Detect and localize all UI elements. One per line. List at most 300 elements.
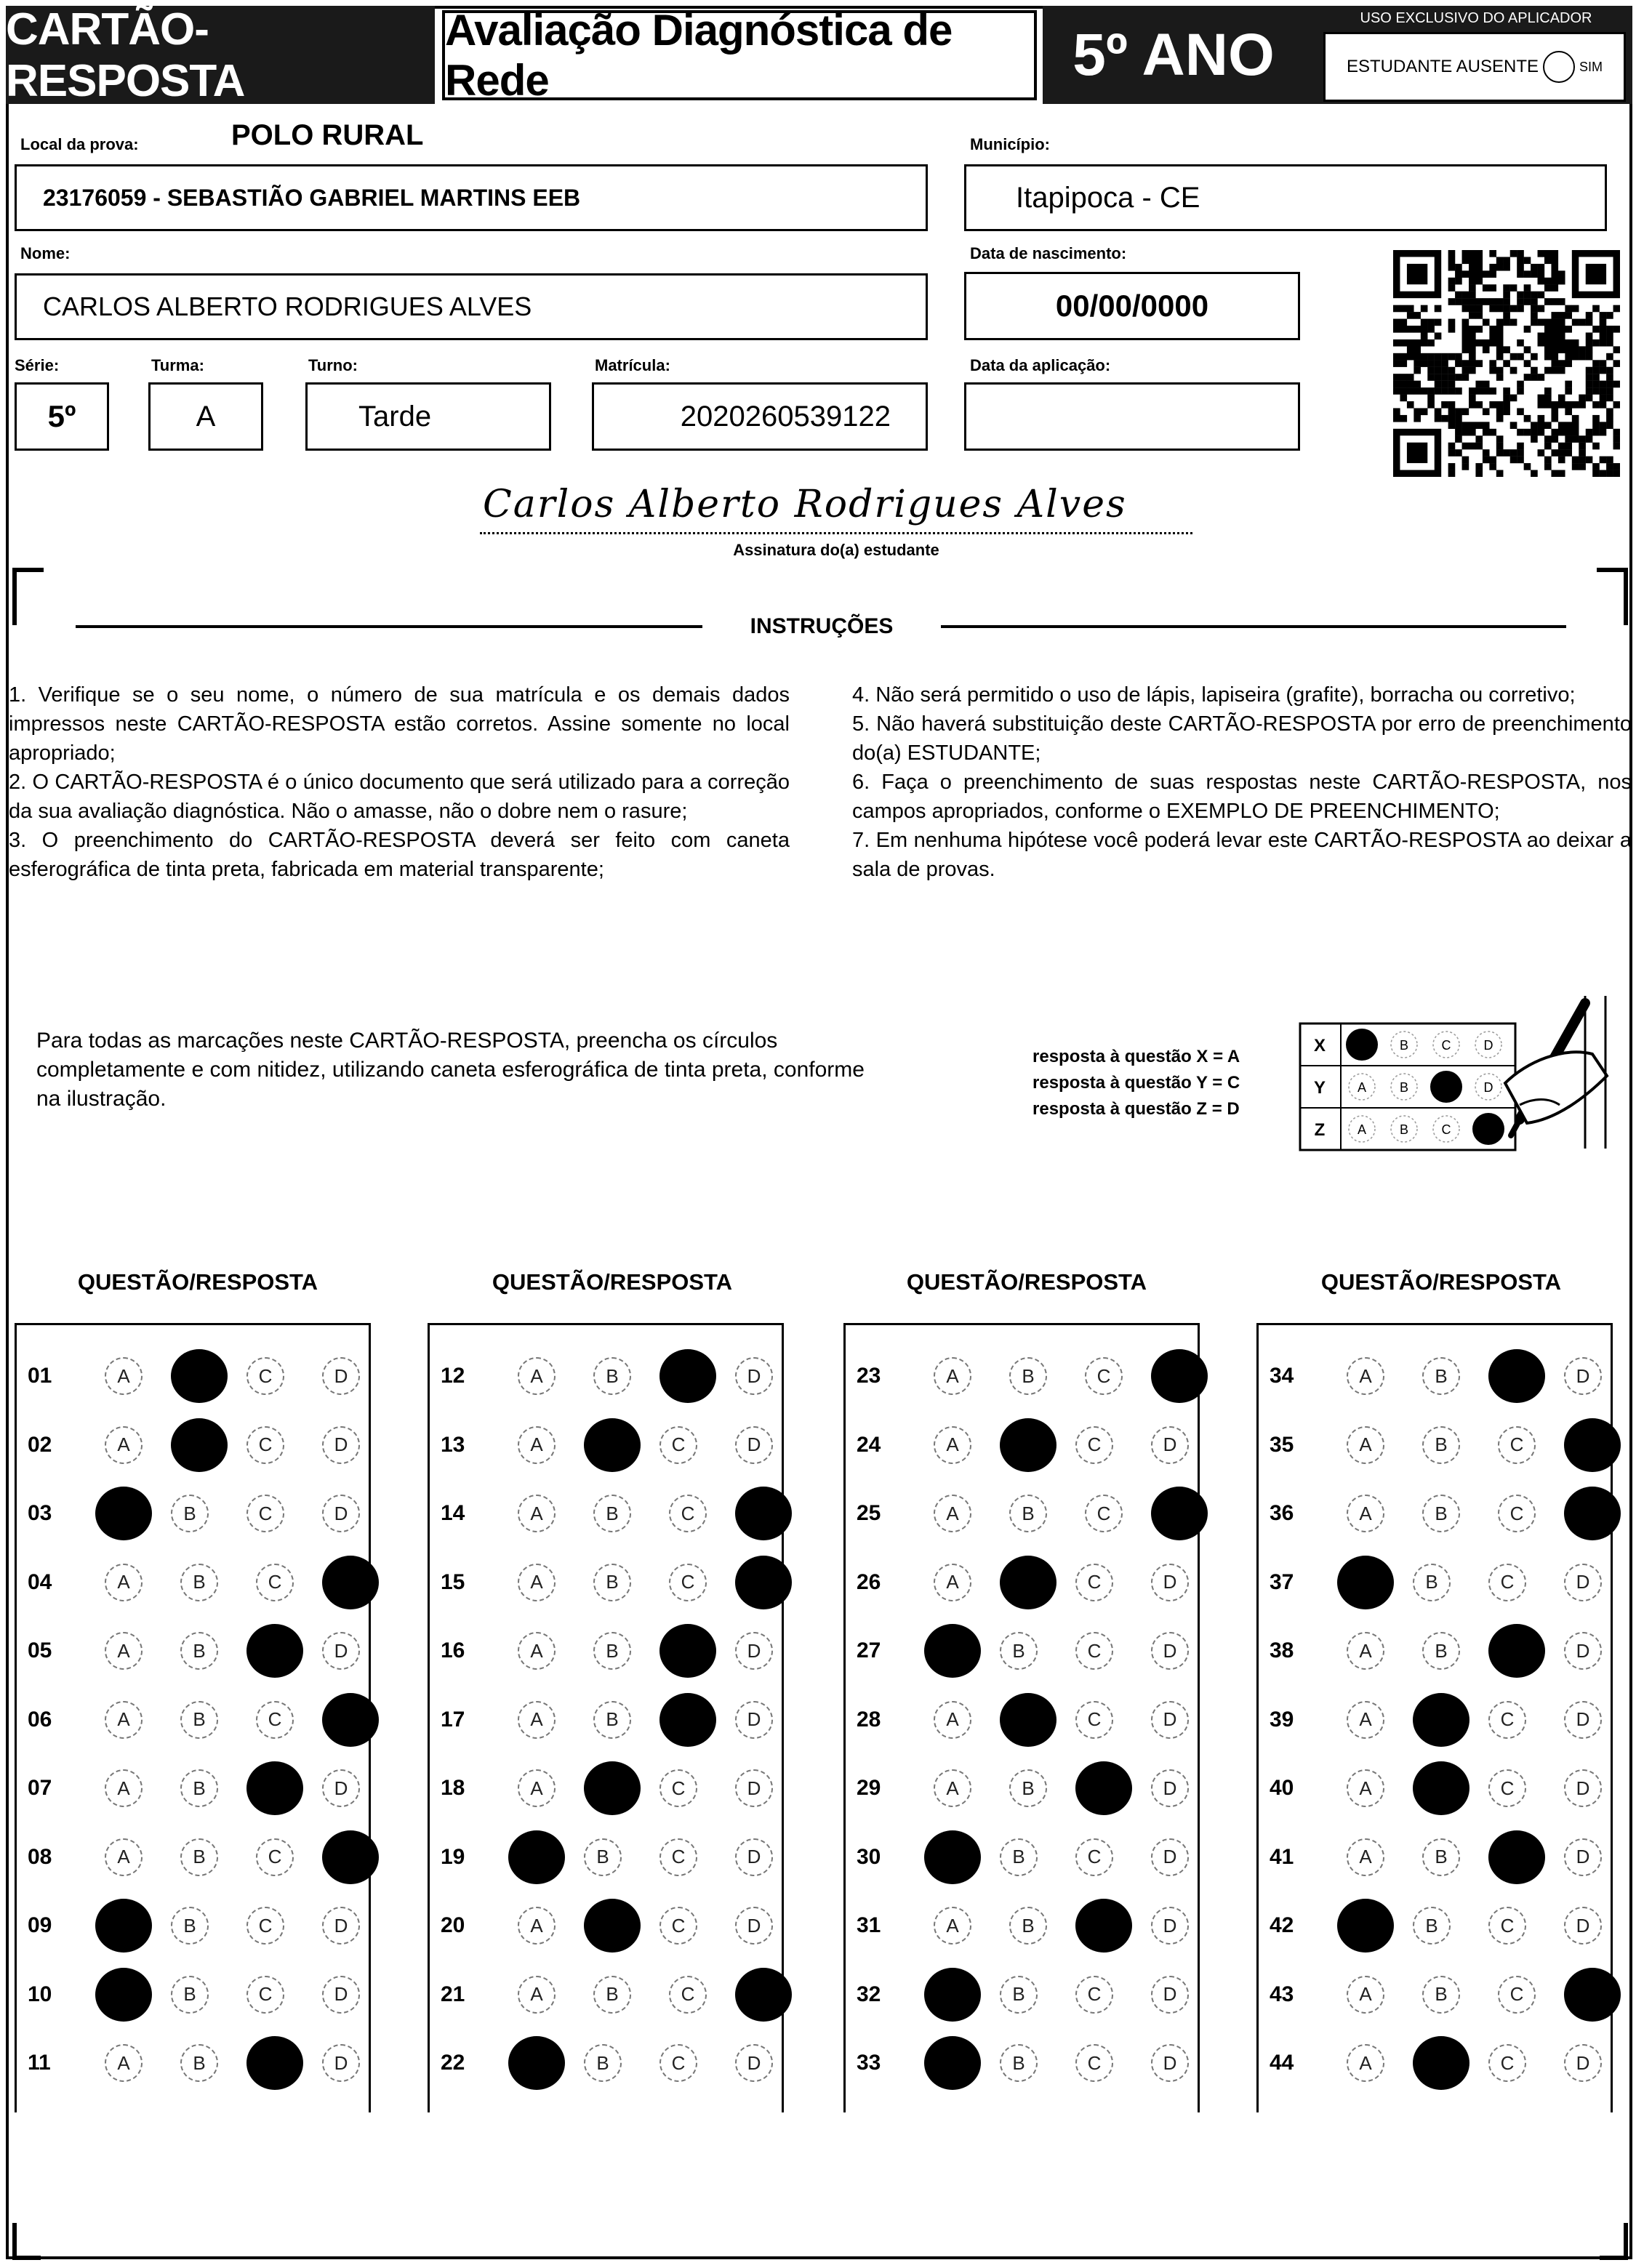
- question-row: [1262, 1625, 1640, 1676]
- absent-bubble[interactable]: [1543, 51, 1575, 83]
- answer-bubble-marked[interactable]: C: [1488, 1624, 1545, 1678]
- answer-bubble-marked[interactable]: C: [246, 2036, 303, 2090]
- qr-module: [1496, 408, 1504, 415]
- answer-bubble[interactable]: C: [246, 1976, 284, 2014]
- qr-module: [1475, 463, 1483, 470]
- question-row: [20, 1694, 398, 1745]
- qr-module: [1586, 387, 1593, 395]
- answer-bubble-marked[interactable]: C: [1075, 1899, 1132, 1953]
- answer-bubble[interactable]: B: [1000, 1976, 1038, 2014]
- answer-bubble[interactable]: B: [180, 1701, 218, 1739]
- nome-label: Nome:: [20, 244, 71, 262]
- answer-bubble[interactable]: D: [322, 1632, 360, 1670]
- qr-module: [1427, 367, 1435, 374]
- answer-bubble[interactable]: D: [1151, 1907, 1189, 1945]
- nome-value: CARLOS ALBERTO RODRIGUES ALVES: [43, 291, 532, 321]
- answer-bubble[interactable]: B: [180, 1632, 218, 1670]
- qr-module: [1531, 291, 1538, 299]
- answer-bubble[interactable]: C: [1085, 1495, 1123, 1532]
- answer-bubble[interactable]: A: [105, 1769, 143, 1807]
- answer-bubble[interactable]: C: [659, 1426, 697, 1464]
- qr-module: [1538, 319, 1545, 326]
- answer-bubble[interactable]: C: [1488, 1907, 1526, 1945]
- answer-bubble[interactable]: D: [1151, 1632, 1189, 1670]
- answer-bubble[interactable]: A: [1347, 1632, 1384, 1670]
- qr-module: [1600, 401, 1607, 409]
- qr-module: [1572, 435, 1579, 443]
- answer-bubble[interactable]: D: [735, 1769, 773, 1807]
- answer-bubble[interactable]: D: [1564, 1769, 1602, 1807]
- answer-bubble-marked[interactable]: D: [735, 1968, 792, 2022]
- answer-bubble[interactable]: C: [1075, 2044, 1113, 2082]
- qr-module: [1572, 429, 1579, 436]
- answer-bubble[interactable]: C: [659, 1838, 697, 1876]
- answer-bubble[interactable]: C: [659, 1907, 697, 1945]
- answer-bubble-marked[interactable]: D: [1151, 1487, 1208, 1540]
- answer-bubble[interactable]: C: [1075, 1838, 1113, 1876]
- qr-module: [1489, 298, 1496, 305]
- answer-bubble-marked[interactable]: B: [1413, 1693, 1469, 1747]
- qr-module: [1517, 457, 1524, 464]
- answer-bubble[interactable]: B: [171, 1495, 209, 1532]
- qr-module: [1510, 319, 1517, 326]
- answer-bubble[interactable]: D: [1151, 1769, 1189, 1807]
- answer-bubble[interactable]: C: [1085, 1357, 1123, 1395]
- question-row: [849, 1832, 1227, 1883]
- answer-bubble[interactable]: B: [593, 1632, 631, 1670]
- answer-bubble[interactable]: D: [1564, 2044, 1602, 2082]
- instructions-title: INSTRUÇÕES: [750, 614, 894, 638]
- answer-bubble[interactable]: B: [1009, 1357, 1047, 1395]
- answer-bubble[interactable]: A: [934, 1769, 971, 1807]
- qr-module: [1503, 346, 1510, 353]
- qr-module: [1503, 298, 1510, 305]
- answer-bubble[interactable]: B: [180, 1769, 218, 1807]
- answer-bubble[interactable]: C: [1488, 2044, 1526, 2082]
- qr-module: [1592, 387, 1600, 395]
- question-number: 31: [857, 1913, 881, 1937]
- qr-module: [1462, 270, 1469, 278]
- qr-module: [1558, 332, 1565, 339]
- qr-module: [1600, 457, 1607, 464]
- matricula-label: Matrícula:: [595, 356, 670, 374]
- answer-bubble-marked[interactable]: A: [924, 1830, 981, 1884]
- qr-module: [1503, 312, 1510, 319]
- answer-bubble[interactable]: C: [256, 1701, 294, 1739]
- answer-bubble[interactable]: C: [1498, 1426, 1536, 1464]
- answer-bubble[interactable]: C: [669, 1564, 707, 1601]
- qr-module: [1469, 312, 1476, 319]
- question-row: [20, 1420, 398, 1471]
- answer-bubble-marked[interactable]: C: [246, 1761, 303, 1815]
- answer-bubble[interactable]: A: [934, 1564, 971, 1601]
- answer-bubble[interactable]: B: [1422, 1838, 1460, 1876]
- signature-line: [480, 532, 1192, 534]
- answer-bubble-marked[interactable]: B: [1413, 1761, 1469, 1815]
- answer-bubble-marked[interactable]: C: [246, 1624, 303, 1678]
- answer-bubble[interactable]: A: [1347, 1495, 1384, 1532]
- qr-module: [1538, 415, 1545, 422]
- question-row: [20, 1488, 398, 1539]
- qr-module: [1544, 353, 1552, 361]
- answer-bubble[interactable]: A: [934, 1495, 971, 1532]
- answer-bubble[interactable]: D: [1564, 1907, 1602, 1945]
- answer-bubble[interactable]: B: [584, 1838, 622, 1876]
- question-number: 11: [28, 2051, 51, 2075]
- qr-module: [1489, 387, 1496, 395]
- qr-module: [1586, 457, 1593, 464]
- qr-module: [1606, 470, 1613, 477]
- question-number: 44: [1270, 2051, 1294, 2075]
- answer-bubble-marked[interactable]: A: [1337, 1556, 1394, 1609]
- answer-bubble[interactable]: A: [934, 1701, 971, 1739]
- qr-module: [1510, 395, 1517, 402]
- qr-module: [1475, 257, 1483, 264]
- qr-module: [1613, 326, 1620, 333]
- answer-bubble[interactable]: D: [322, 1357, 360, 1395]
- applicator-label: USO EXCLUSIVO DO APLICADOR: [1360, 10, 1592, 26]
- answer-bubble-marked[interactable]: A: [95, 1968, 152, 2022]
- qr-module: [1524, 415, 1531, 422]
- answer-bubble[interactable]: A: [1347, 1426, 1384, 1464]
- instruction-item: 4. Não será permitido o uso de lápis, lapiseira (grafite), borracha ou corretivo;: [852, 683, 1576, 707]
- qr-module: [1496, 353, 1504, 361]
- answer-bubble-marked[interactable]: C: [659, 1349, 716, 1403]
- answer-bubble[interactable]: C: [256, 1564, 294, 1601]
- answer-bubble[interactable]: C: [246, 1426, 284, 1464]
- answer-bubble[interactable]: A: [518, 1357, 556, 1395]
- answer-bubble-marked[interactable]: B: [171, 1349, 228, 1403]
- fill-note: Para todas as marcações neste CARTÃO-RESPOSTA, preencha os círculos completamente e com nitidez, utilizando caneta esferográfica de tinta preta, conforme na ilustração.: [36, 1029, 865, 1111]
- answer-bubble-marked[interactable]: A: [924, 1968, 981, 2022]
- answer-bubble[interactable]: A: [105, 1838, 143, 1876]
- answer-bubble[interactable]: A: [518, 1976, 556, 2014]
- qr-module: [1572, 339, 1579, 347]
- answer-bubble[interactable]: A: [1347, 1769, 1384, 1807]
- qr-module: [1551, 319, 1558, 326]
- answer-bubble[interactable]: A: [105, 1632, 143, 1670]
- answer-bubble-marked[interactable]: B: [584, 1761, 641, 1815]
- answer-bubble-marked[interactable]: C: [1488, 1349, 1545, 1403]
- answer-bubble-marked[interactable]: C: [659, 1624, 716, 1678]
- answer-bubble[interactable]: D: [735, 1632, 773, 1670]
- question-row: [849, 1488, 1227, 1539]
- answer-bubble[interactable]: B: [1422, 1632, 1460, 1670]
- answer-bubble-marked[interactable]: D: [1564, 1418, 1621, 1472]
- qr-module: [1435, 367, 1442, 374]
- qr-module: [1579, 449, 1586, 457]
- answer-bubble[interactable]: A: [518, 1564, 556, 1601]
- answer-bubble[interactable]: D: [322, 1976, 360, 2014]
- question-row: [433, 1832, 811, 1883]
- answer-bubble[interactable]: B: [1009, 1907, 1047, 1945]
- answer-bubble-marked[interactable]: D: [322, 1556, 379, 1609]
- answer-bubble[interactable]: B: [1009, 1769, 1047, 1807]
- answer-bubble[interactable]: A: [518, 1701, 556, 1739]
- answer-bubble[interactable]: C: [1075, 1976, 1113, 2014]
- qr-module: [1551, 360, 1558, 367]
- qr-module: [1510, 449, 1517, 457]
- answer-bubble[interactable]: A: [518, 1632, 556, 1670]
- qr-module: [1606, 457, 1613, 464]
- example-bubble-marked: [1430, 1071, 1462, 1103]
- answer-bubble[interactable]: D: [1151, 1976, 1189, 2014]
- qr-module: [1503, 408, 1510, 415]
- answer-bubble-marked[interactable]: A: [1337, 1899, 1394, 1953]
- answer-bubble[interactable]: A: [934, 1426, 971, 1464]
- answer-bubble[interactable]: C: [256, 1838, 294, 1876]
- answer-bubble-marked[interactable]: D: [322, 1830, 379, 1884]
- answer-bubble[interactable]: D: [322, 1426, 360, 1464]
- question-row: [20, 1969, 398, 2020]
- answer-bubble[interactable]: D: [1151, 1426, 1189, 1464]
- qr-module: [1448, 401, 1456, 409]
- qr-module: [1469, 284, 1476, 291]
- qr-module: [1592, 429, 1600, 436]
- qr-module: [1496, 367, 1504, 374]
- answer-bubble[interactable]: D: [1564, 1357, 1602, 1395]
- answer-bubble[interactable]: C: [1075, 1426, 1113, 1464]
- answer-bubble[interactable]: A: [518, 1426, 556, 1464]
- qr-module: [1475, 298, 1483, 305]
- answer-bubble[interactable]: B: [593, 1564, 631, 1601]
- qr-module: [1435, 408, 1442, 415]
- answer-bubble-marked[interactable]: C: [1075, 1761, 1132, 1815]
- answer-bubble[interactable]: A: [518, 1907, 556, 1945]
- answer-bubble[interactable]: C: [1075, 1564, 1113, 1601]
- answer-bubble[interactable]: B: [1000, 1838, 1038, 1876]
- question-number: 04: [28, 1569, 52, 1594]
- answer-bubble[interactable]: D: [322, 2044, 360, 2082]
- qr-module: [1448, 470, 1456, 477]
- answer-bubble[interactable]: A: [1347, 1838, 1384, 1876]
- answer-bubble[interactable]: C: [246, 1357, 284, 1395]
- answer-bubble[interactable]: D: [735, 1838, 773, 1876]
- answer-bubble[interactable]: D: [322, 1769, 360, 1807]
- qr-module: [1517, 429, 1524, 436]
- answer-bubble[interactable]: A: [934, 1907, 971, 1945]
- qr-module: [1538, 429, 1545, 436]
- qr-module: [1475, 264, 1483, 271]
- qr-module: [1517, 305, 1524, 313]
- answer-bubble[interactable]: A: [105, 1357, 143, 1395]
- answer-bubble[interactable]: B: [1413, 1907, 1451, 1945]
- answer-bubble[interactable]: C: [669, 1495, 707, 1532]
- answer-bubble[interactable]: A: [105, 1564, 143, 1601]
- answer-bubble[interactable]: D: [1564, 1701, 1602, 1739]
- qr-module: [1455, 422, 1462, 429]
- answer-bubble-marked[interactable]: B: [1413, 2036, 1469, 2090]
- answer-bubble[interactable]: D: [1564, 1564, 1602, 1601]
- answer-bubble[interactable]: C: [1498, 1495, 1536, 1532]
- qr-module: [1462, 326, 1469, 333]
- answer-bubble[interactable]: B: [1413, 1564, 1451, 1601]
- answer-bubble[interactable]: A: [105, 1426, 143, 1464]
- answer-bubble[interactable]: D: [322, 1495, 360, 1532]
- answer-bubble[interactable]: B: [180, 2044, 218, 2082]
- qr-module: [1606, 367, 1613, 374]
- answer-bubble[interactable]: B: [1422, 1357, 1460, 1395]
- qr-module: [1462, 429, 1469, 436]
- answer-bubble[interactable]: A: [1347, 1357, 1384, 1395]
- answer-bubble[interactable]: C: [1498, 1976, 1536, 2014]
- answer-bubble-marked[interactable]: B: [584, 1899, 641, 1953]
- answer-bubble-marked[interactable]: A: [95, 1487, 152, 1540]
- answer-bubble[interactable]: C: [659, 2044, 697, 2082]
- answer-bubble[interactable]: D: [1151, 1838, 1189, 1876]
- answer-bubble[interactable]: B: [1422, 1495, 1460, 1532]
- answer-bubble[interactable]: D: [735, 1426, 773, 1464]
- qr-module: [1475, 305, 1483, 313]
- answer-bubble[interactable]: B: [593, 1357, 631, 1395]
- answer-bubble[interactable]: B: [171, 1976, 209, 2014]
- qr-module: [1600, 339, 1607, 347]
- question-number: 01: [28, 1364, 52, 1388]
- answer-bubble-marked[interactable]: A: [924, 2036, 981, 2090]
- answer-bubble-marked[interactable]: A: [508, 2036, 565, 2090]
- answer-bubble-marked[interactable]: B: [1000, 1556, 1056, 1609]
- answer-bubble[interactable]: B: [593, 1976, 631, 2014]
- answer-bubble[interactable]: D: [1151, 1701, 1189, 1739]
- qr-module: [1558, 312, 1565, 319]
- qr-module: [1544, 422, 1552, 429]
- qr-module: [1517, 353, 1524, 361]
- answer-bubble[interactable]: D: [1564, 1632, 1602, 1670]
- qr-module: [1441, 374, 1448, 381]
- qr-module: [1462, 339, 1469, 347]
- qr-module: [1538, 278, 1545, 285]
- answer-bubble[interactable]: D: [322, 1907, 360, 1945]
- question-number: 20: [441, 1913, 465, 1937]
- answer-bubble-marked[interactable]: D: [1564, 1487, 1621, 1540]
- answer-bubble[interactable]: D: [1151, 2044, 1189, 2082]
- answer-bubble[interactable]: B: [1000, 1632, 1038, 1670]
- qr-module: [1448, 278, 1456, 285]
- answer-bubble[interactable]: C: [659, 1769, 697, 1807]
- qr-module: [1572, 457, 1579, 464]
- answer-bubble-marked[interactable]: C: [1488, 1830, 1545, 1884]
- qr-module: [1400, 360, 1407, 367]
- example-bubble-letter: B: [1399, 1122, 1409, 1137]
- answer-bubble[interactable]: C: [669, 1976, 707, 2014]
- qr-module: [1517, 264, 1524, 271]
- qr-module: [1565, 353, 1572, 361]
- answer-bubble[interactable]: B: [584, 2044, 622, 2082]
- qr-module: [1551, 346, 1558, 353]
- qr-module: [1531, 298, 1538, 305]
- answer-bubble-marked[interactable]: C: [659, 1693, 716, 1747]
- answer-bubble-marked[interactable]: A: [924, 1624, 981, 1678]
- answer-bubble[interactable]: C: [1488, 1769, 1526, 1807]
- qr-module: [1586, 339, 1593, 347]
- answer-bubble[interactable]: B: [1000, 2044, 1038, 2082]
- answer-bubble-marked[interactable]: D: [322, 1693, 379, 1747]
- qr-module: [1469, 326, 1476, 333]
- qr-module: [1469, 360, 1476, 367]
- answer-bubble[interactable]: D: [735, 2044, 773, 2082]
- answer-bubble[interactable]: B: [1422, 1426, 1460, 1464]
- qr-module: [1524, 257, 1531, 264]
- answer-bubble-marked[interactable]: D: [1151, 1349, 1208, 1403]
- answer-bubble[interactable]: B: [593, 1495, 631, 1532]
- answer-bubble[interactable]: B: [180, 1838, 218, 1876]
- qr-module: [1489, 326, 1496, 333]
- answer-bubble[interactable]: A: [105, 2044, 143, 2082]
- answer-bubble-marked[interactable]: A: [95, 1899, 152, 1953]
- answer-bubble[interactable]: C: [1075, 1632, 1113, 1670]
- answer-bubble[interactable]: A: [1347, 1701, 1384, 1739]
- qr-module: [1414, 381, 1421, 388]
- example-bubble-letter: A: [1357, 1080, 1367, 1095]
- answer-bubble-marked[interactable]: B: [171, 1418, 228, 1472]
- qr-module: [1462, 374, 1469, 381]
- qr-module: [1489, 264, 1496, 271]
- answer-bubble-marked[interactable]: D: [1564, 1968, 1621, 2022]
- answer-bubble-marked[interactable]: B: [1000, 1693, 1056, 1747]
- answer-bubble[interactable]: D: [735, 1357, 773, 1395]
- qr-module: [1544, 401, 1552, 409]
- question-number: 12: [441, 1364, 465, 1388]
- qr-module: [1421, 360, 1428, 367]
- answer-bubble[interactable]: B: [593, 1701, 631, 1739]
- qr-module: [1551, 278, 1558, 285]
- answer-bubble[interactable]: B: [1009, 1495, 1047, 1532]
- answer-bubble-marked[interactable]: B: [584, 1418, 641, 1472]
- answer-bubble[interactable]: D: [735, 1701, 773, 1739]
- answer-bubble[interactable]: C: [246, 1907, 284, 1945]
- answer-bubble[interactable]: C: [246, 1495, 284, 1532]
- column-title: QUESTÃO/RESPOSTA: [492, 1269, 733, 1295]
- qr-module: [1572, 415, 1579, 422]
- answer-bubble[interactable]: D: [1564, 1838, 1602, 1876]
- answer-bubble[interactable]: A: [1347, 1976, 1384, 2014]
- qr-module: [1503, 395, 1510, 402]
- answer-bubble[interactable]: D: [1151, 1564, 1189, 1601]
- answer-bubble[interactable]: D: [735, 1907, 773, 1945]
- question-row: [1262, 1351, 1640, 1402]
- example-label: resposta à questão X = A: [1032, 1047, 1240, 1066]
- qr-module: [1565, 381, 1572, 388]
- answer-bubble[interactable]: C: [1488, 1564, 1526, 1601]
- answer-bubble[interactable]: B: [171, 1907, 209, 1945]
- answer-bubble-marked[interactable]: D: [735, 1487, 792, 1540]
- qr-module: [1517, 339, 1524, 347]
- qr-module: [1496, 443, 1504, 450]
- answer-bubble-marked[interactable]: D: [735, 1556, 792, 1609]
- answer-bubble[interactable]: B: [180, 1564, 218, 1601]
- answer-bubble-marked[interactable]: B: [1000, 1418, 1056, 1472]
- qr-module: [1469, 367, 1476, 374]
- answer-bubble[interactable]: A: [934, 1357, 971, 1395]
- qr-module: [1606, 339, 1613, 347]
- qr-module: [1489, 332, 1496, 339]
- question-row: [1262, 1900, 1640, 1951]
- answer-bubble[interactable]: A: [1347, 2044, 1384, 2082]
- corner-mark-bottom-right: [1600, 2223, 1629, 2261]
- answer-bubble-marked[interactable]: A: [508, 1830, 565, 1884]
- answer-bubble[interactable]: A: [518, 1495, 556, 1532]
- answer-bubble[interactable]: C: [1075, 1701, 1113, 1739]
- qr-module: [1551, 449, 1558, 457]
- qr-module: [1455, 387, 1462, 395]
- answer-bubble[interactable]: B: [1422, 1976, 1460, 2014]
- question-number: 27: [857, 1638, 881, 1662]
- qr-module: [1531, 422, 1538, 429]
- answer-bubble[interactable]: C: [1488, 1701, 1526, 1739]
- qr-module: [1544, 346, 1552, 353]
- answer-bubble[interactable]: A: [518, 1769, 556, 1807]
- answer-bubble[interactable]: A: [105, 1701, 143, 1739]
